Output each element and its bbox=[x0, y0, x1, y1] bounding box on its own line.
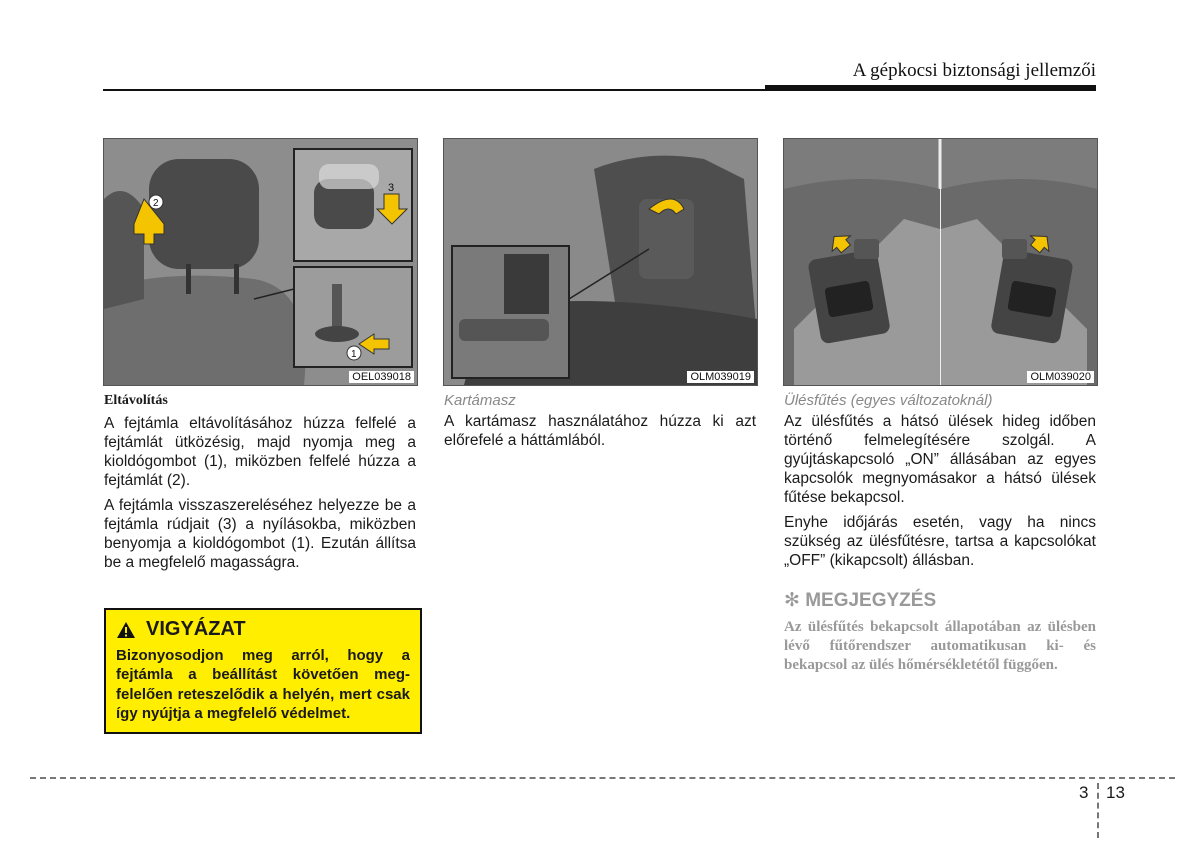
caution-title-text: VIGYÁZAT bbox=[146, 618, 246, 640]
figure-code: OLM039019 bbox=[687, 371, 754, 383]
warning-triangle-icon bbox=[116, 621, 136, 639]
note-title: ✻ MEGJEGYZÉS bbox=[784, 590, 937, 611]
section-heading: Eltávolítás bbox=[104, 393, 168, 408]
column-headrest bbox=[104, 391, 416, 578]
caution-box bbox=[104, 608, 422, 734]
figure-headrest-removal bbox=[103, 138, 418, 386]
armrest-illustration bbox=[444, 139, 757, 385]
figure-armrest bbox=[443, 138, 758, 386]
page-header-title: A gépkocsi biztonsági jellemzői bbox=[852, 60, 1096, 81]
callout-3: 3 bbox=[388, 182, 395, 194]
figure-code: OEL039018 bbox=[349, 371, 414, 383]
callout-2: 2 bbox=[153, 198, 159, 209]
section-heading: Ülésfűtés (egyes változatoknál) bbox=[784, 392, 993, 409]
page-number: 13 bbox=[1106, 783, 1125, 802]
paragraph: A fejtámla eltávolításához húzza felfelé a fejtámlát ütközésig, majd nyomja meg a kioldógombot (1), miközben felfelé húzza a fejtámlát (2). bbox=[104, 415, 416, 489]
headrest-illustration bbox=[104, 139, 417, 385]
paragraph: A kartámasz használatához húzza ki azt előrefelé a háttámlából. bbox=[444, 413, 756, 449]
figure-seat-heater bbox=[783, 138, 1098, 386]
paragraph: Enyhe időjárás esetén, vagy ha nincs szükség az ülésfűtésre, tartsa a kapcsolókat „OFF” (kikapcsolt) állásban. bbox=[784, 514, 1096, 569]
chapter-number: 3 bbox=[1079, 783, 1089, 802]
figure-code: OLM039020 bbox=[1027, 371, 1094, 383]
caution-text: Bizonyosodjon meg arról, hogy a fejtámla a beállítást követően megfelelően reteszelődik a helyén, mert csak így nyújtja a megfelelő védelmet. bbox=[116, 646, 410, 722]
section-heading: Kartámasz bbox=[444, 392, 516, 409]
page-number-separator bbox=[1097, 783, 1099, 838]
paragraph: A fejtámla visszaszereléséhez helyezze be a fejtámla rúdjait (3) a nyílásokba, miközben benyomja a kioldógombot (1). Ezután állítsa be a megfelelő magasságra. bbox=[104, 497, 416, 571]
caution-title bbox=[116, 620, 410, 640]
header-rule-accent bbox=[765, 85, 1096, 91]
callout-1: 1 bbox=[351, 349, 357, 360]
paragraph: Az ülésfűtés a hátsó ülések hideg időben történő felmelegítésére szolgál. A gyújtáskapcsoló „ON” állásában az egyes kapcsolók megnyomásakor a hátsó ülések fűtése bekapcsol. bbox=[784, 413, 1096, 506]
seat-heater-illustration bbox=[784, 139, 1097, 385]
note-text: Az ülésfűtés bekapcsolt állapotában az ülésben lévő fűtőrendszer automatikusan ki- és bekapcsol az ülés hőmérsékletétől függően. bbox=[784, 619, 1096, 673]
footer-rule bbox=[30, 777, 1175, 779]
column-armrest bbox=[444, 391, 756, 456]
column-seat-heater bbox=[784, 391, 1096, 576]
